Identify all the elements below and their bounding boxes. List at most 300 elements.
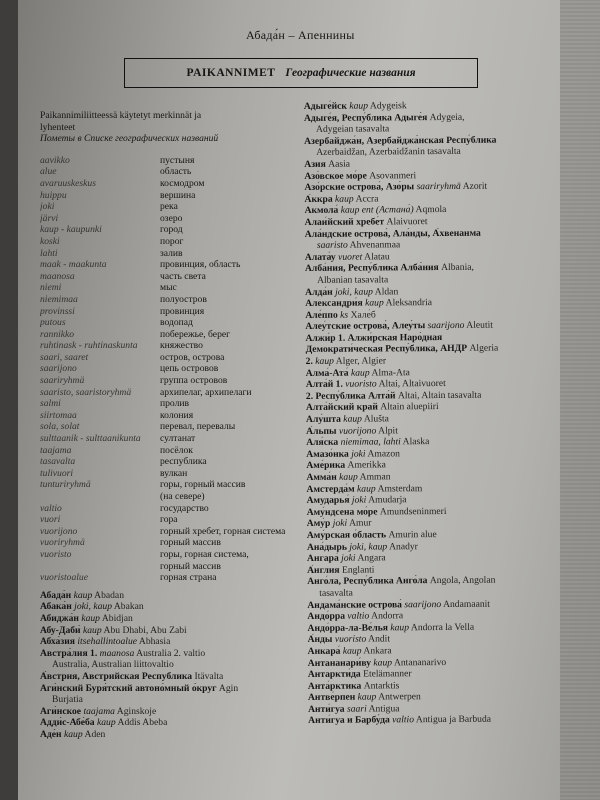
entry-translation: Amman [359, 471, 391, 483]
section-title-box [124, 58, 478, 88]
dictionary-entry [40, 717, 310, 729]
abbreviation-ru: княжество [160, 340, 203, 352]
abbreviation-fi: aavikko [40, 154, 70, 166]
dictionary-entry [308, 714, 580, 727]
abbreviation-ru: цепь островов [160, 363, 219, 375]
entry-headword: Алжи́р 1. Алжи́рская Наро́дная [305, 331, 443, 344]
entry-translation: Englanti [341, 564, 375, 576]
entry-headword: Амударья́ [306, 494, 350, 507]
abbreviation-ru: султанат [160, 433, 196, 445]
entry-marker: kaup [390, 621, 410, 634]
entry-translation: Angola, Angolan [429, 574, 496, 587]
abbreviation-fi: valtio [40, 502, 62, 514]
abbreviation-row [40, 294, 310, 306]
abbreviation-row [40, 178, 310, 190]
entry-translation: Adygeian tasavalta [315, 123, 390, 136]
entry-headword: Азо́вское мо́ре [304, 170, 367, 182]
abbreviation-row [40, 549, 310, 561]
entry-marker: taajama [83, 705, 115, 717]
abbreviation-row [40, 410, 310, 422]
abbreviation-ru: полуостров [160, 293, 207, 305]
entry-headword: Адди́с-Абе́ба [40, 717, 95, 729]
entry-headword: Анти́гуа и Барбу́да [308, 714, 390, 727]
entry-marker: joki [351, 448, 366, 460]
abbreviation-row [40, 329, 310, 341]
abbreviation-fi: saaristo, saaristoryhmä [40, 386, 132, 398]
entry-headword: Аги́нское [40, 705, 82, 717]
abbreviation-fi: ruhtinask - ruhtinaskunta [40, 340, 138, 352]
entry-headword: Анкара́ [307, 645, 341, 657]
entry-translation: Altai, Altaivuoret [378, 378, 446, 390]
entry-headword: А́ккра [304, 193, 333, 205]
entry-translation: Antwerpen [378, 691, 421, 703]
abbreviation-fi: salmi [40, 398, 61, 410]
entry-marker: vuorijono [338, 425, 377, 437]
abbreviation-row [40, 248, 310, 260]
abbreviation-row [40, 445, 310, 457]
entry-translation: Alma-Ata [371, 366, 410, 379]
dictionary-entry [40, 694, 310, 706]
abbreviation-row [40, 468, 310, 480]
abbreviation-fi: vuoriryhmä [40, 537, 85, 549]
entry-translation: Andorra [371, 610, 404, 622]
entry-translation: Amundseninmeri [379, 505, 447, 518]
abbreviation-ru: (на севере) [160, 491, 205, 502]
entry-translation: Angara [357, 552, 386, 564]
entry-headword: Анта́рктика [307, 680, 362, 692]
entry-headword: Алу́шта [306, 413, 341, 425]
dictionary-page [18, 0, 600, 800]
entry-headword: Абада́н [40, 589, 72, 601]
entry-translation: Alger, Algier [335, 355, 387, 367]
entry-marker: kaup [343, 413, 362, 425]
entry-translation: Adygeia, [429, 111, 465, 123]
abbreviation-ru: залив [160, 247, 183, 259]
entry-translation: Altain aluepiiri [380, 401, 439, 413]
abbreviation-fi: joki [40, 201, 55, 213]
entry-headword: Амстерда́м [306, 483, 355, 495]
entry-headword: Андо́рра [307, 610, 346, 623]
abbreviation-fi: kaup - kaupunki [40, 224, 102, 236]
left-column [40, 110, 310, 740]
entry-marker: kaup [349, 100, 369, 112]
abbreviation-fi: tulivuori [40, 467, 74, 479]
abbreviation-row [40, 306, 310, 318]
abbreviation-ru: побережье, берег [160, 328, 231, 340]
entry-headword: Алата́у [304, 251, 336, 263]
abbreviation-row [40, 190, 310, 202]
entry-headword: Анго́ла, Респу́блика Анго́ла [307, 575, 428, 588]
entry-translation: Aqmola [415, 204, 447, 216]
abbreviation-ru: часть света [160, 270, 206, 282]
entry-translation: Amudarja [368, 494, 407, 506]
abbreviation-ru: посёлок [160, 444, 193, 456]
entry-headword: Амазо́нка [306, 448, 349, 460]
entry-headword: Аги́нский Буря́тский автоно́мный о́круг [40, 682, 217, 694]
entry-headword: Аму́ндсена мо́ре [306, 506, 378, 518]
entry-translation: Aldan [374, 285, 399, 297]
entry-headword: Алда́н [305, 286, 333, 298]
entry-marker: saariryhmä [416, 181, 461, 193]
entry-translation: Aasia [328, 158, 351, 170]
entry-marker: joki [332, 518, 348, 530]
abbreviation-ru: город [160, 224, 183, 236]
entry-marker: saarijono [404, 598, 442, 610]
entry-headword: А́встрия, Австрийская Республика [40, 670, 193, 682]
abbreviation-fi: niemi [40, 282, 62, 294]
entry-translation: Andorra la Vella [410, 621, 475, 633]
abbreviation-fi: vuoristo [40, 548, 72, 560]
section-title-ru: Географические названия [285, 67, 416, 79]
entry-headword: Анти́гуа [308, 703, 345, 715]
intro-line: Пометы в Списке географических названий [40, 133, 219, 145]
entry-marker: saari [346, 703, 367, 715]
entry-translation: Alušta [363, 413, 389, 425]
entry-translation: tasavalta [319, 587, 353, 599]
entry-translation: Abakan [113, 601, 144, 613]
entry-translation: Хале́б [350, 309, 376, 321]
entry-marker: maanosa [99, 647, 135, 659]
entry-headword: Абу-Даби́ [40, 624, 81, 636]
abbreviation-ru: река [160, 201, 178, 213]
abbreviation-fi: saarijono [40, 363, 77, 375]
abbreviation-row [40, 352, 310, 364]
entry-translation: Alpit [378, 424, 398, 437]
entry-headword: Демократи́ческая Респу́блика, АНДР [305, 343, 468, 356]
abbreviation-fi: alue [40, 166, 57, 178]
entry-translation: Australia 2. valtio [136, 647, 206, 659]
entry-marker: vuoristo [345, 378, 377, 390]
entry-marker: vuoret [338, 251, 363, 263]
entry-headword: 2. Респу́блика Алта́й [305, 390, 396, 402]
entry-translation: Adygeisk [369, 100, 407, 112]
dictionary-entry [40, 601, 310, 613]
abbreviation-ru: вулкан [160, 467, 188, 479]
abbreviation-row [40, 398, 310, 410]
abbreviation-fi: sola, solat [40, 421, 80, 433]
entry-marker: joki, kaup [335, 285, 373, 298]
entry-translation: Amsterdam [377, 482, 423, 495]
entry-translation: Abhasia [138, 636, 171, 648]
abbreviation-row [40, 271, 310, 283]
entry-headword: Аля́ска [306, 436, 339, 449]
abbreviation-ru: гора [160, 514, 178, 526]
abbreviation-ru: область [160, 166, 192, 178]
abbreviation-fi: provinssi [40, 305, 75, 317]
entry-translation: Ahvenanmaa [349, 239, 401, 251]
abbreviation-row [40, 201, 310, 213]
abbreviation-row [40, 236, 310, 248]
abbreviation-row [40, 433, 310, 445]
abbreviation-row [40, 537, 310, 549]
entry-headword: Антаркти́да [307, 668, 361, 681]
abbreviation-row [40, 317, 310, 329]
entry-translation: Aginskoje [116, 705, 157, 717]
dictionary-entry [40, 636, 310, 648]
entry-list-left [40, 590, 310, 741]
entry-marker: kaup [339, 471, 358, 483]
abbreviation-fi: maanosa [40, 270, 75, 282]
entry-translation: Etelämanner [363, 668, 412, 680]
abbreviation-row [40, 456, 310, 468]
entry-translation: Antigua [368, 703, 400, 715]
abbreviation-fi: taajama [40, 444, 72, 456]
entry-marker: kaup [83, 624, 102, 636]
abbreviation-ru: порог [160, 235, 184, 247]
entry-marker: joki [351, 494, 367, 506]
abbreviation-fi: vuorijono [40, 525, 78, 537]
abbreviation-fi: huippu [40, 189, 67, 201]
entry-translation: Aleksandria [385, 297, 433, 309]
entry-translation: Antarktis [363, 679, 400, 692]
abbreviation-fi: tunturiryhmä [40, 479, 91, 491]
entry-headword: Абха́зия [40, 636, 75, 648]
abbreviation-row [40, 526, 310, 538]
abbreviation-ru: колония [160, 409, 194, 421]
abbreviation-ru: группа островов [160, 375, 228, 387]
entry-headword: Алеу́тские острова́, Алеу́ты [305, 320, 426, 333]
abbreviation-row [40, 572, 310, 584]
abbreviation-fi: avaruuskeskus [40, 177, 96, 189]
abbreviation-row [40, 363, 310, 375]
entry-marker: valtio [347, 610, 370, 622]
entry-headword: Азия [304, 158, 326, 170]
abbreviation-ru: провинция [160, 305, 205, 317]
entry-marker: kaup [334, 193, 354, 205]
entry-translation: Algeria [469, 343, 499, 355]
entry-headword: Ана́дырь [306, 541, 347, 553]
entry-translation: Asovanmeri [369, 169, 417, 182]
entry-translation: Alaivuoret [386, 216, 428, 228]
abbreviation-row [40, 421, 310, 433]
entry-translation: Antananarivo [393, 656, 447, 668]
abbreviation-row [40, 479, 310, 491]
entry-translation: Australia, Australian liittovaltio [52, 659, 174, 671]
abbreviation-fi: koski [40, 235, 60, 247]
entry-marker: saaristo [316, 239, 348, 251]
entry-translation: Andit [368, 633, 391, 645]
entry-headword: Австра́лия 1. [40, 647, 98, 659]
entry-headword: Аму́р [306, 518, 331, 530]
entry-headword: Андо́рра-ла-Ве́лья [307, 622, 388, 634]
entry-headword: А́нды [307, 634, 333, 646]
entry-headword: Аму́рская о́бласть [306, 529, 387, 541]
entry-translation: Abu Dhabi, Abu Zabi [103, 624, 187, 636]
abbreviation-ru: горы, горный массив [160, 479, 246, 491]
entry-headword: Але́ппо [305, 309, 338, 321]
entry-headword: А́льпы [306, 425, 337, 437]
entry-headword: Адыге́йск [303, 100, 347, 112]
entry-marker: kaup ent (Астана́) [340, 204, 414, 217]
abbreviation-fi: saariryhmä [40, 375, 85, 387]
entry-translation: Addis Abeba [117, 717, 168, 729]
abbreviation-ru: горный массив [160, 560, 221, 572]
entry-translation: Amazon [367, 448, 401, 460]
entry-headword: Адыге́я, Респу́блика Адыге́я [303, 111, 428, 124]
abbreviation-ru: водопад [160, 317, 193, 329]
intro-line: Paikannimiliitteessä käytetyt merkinnät ja [40, 110, 202, 121]
abbreviation-ru: космодром [160, 177, 205, 189]
entry-translation: Agin [218, 682, 239, 694]
abbreviation-fi [40, 561, 160, 573]
entry-headword: Аде́н [40, 728, 62, 740]
abbreviation-ru: перевал, перевалы [160, 421, 236, 433]
entry-marker: niemimaa, lahti [340, 436, 401, 448]
entry-translation: Ankara [363, 645, 392, 657]
entry-marker: kaup [342, 645, 362, 657]
intro-line: lyhenteet [40, 121, 76, 133]
entry-marker: kaup [73, 589, 93, 601]
entry-headword: Амма́н [306, 471, 337, 483]
abbreviation-list [40, 155, 310, 584]
abbreviation-fi: rannikko [40, 328, 75, 340]
entry-translation: Amurin alue [388, 529, 437, 541]
entry-marker: kaup [96, 717, 116, 729]
entry-marker: joki [341, 552, 356, 564]
entry-headword: Антве́рпен [307, 691, 356, 704]
entry-marker: vuoristo [334, 633, 367, 646]
dictionary-entry [40, 683, 310, 695]
entry-headword: А́нглия [307, 564, 340, 576]
abbreviation-ru: горный массив [160, 537, 221, 549]
abbreviation-fi: niemimaa [40, 293, 78, 305]
abbreviation-row [40, 155, 310, 167]
entry-headword: Андама́нские острова́ [307, 598, 403, 611]
running-head: Абада́н – Апеннины [246, 28, 355, 42]
abbreviation-ru: республика [160, 456, 207, 468]
entry-translation: Amur [349, 517, 372, 530]
abbreviation-row [40, 375, 310, 387]
entry-marker: itsehallintoalue [77, 636, 138, 648]
abbreviation-row [40, 213, 310, 225]
abbreviation-fi: siirtomaa [40, 409, 77, 421]
abbreviation-fi: tasavalta [40, 456, 76, 468]
entry-translation: Aden [84, 728, 106, 740]
entry-marker: kaup [315, 355, 334, 367]
dictionary-entry [40, 671, 310, 683]
entry-translation: Andamaanit [443, 598, 490, 610]
abbreviation-row [40, 224, 310, 236]
entry-headword: Акмола́ [304, 205, 339, 217]
entry-translation: Albanian tasavalta [317, 274, 389, 286]
entry-translation: Itävalta [194, 670, 224, 682]
abbreviation-fi: vuori [40, 514, 61, 526]
dictionary-entry [40, 625, 310, 637]
entry-headword: Александри́я [305, 297, 363, 310]
entry-translation: Antigua ja Barbuda [415, 714, 492, 726]
entry-headword: Азо́рские острова́, Азо́ры [304, 181, 415, 194]
entry-translation: Aleutit [466, 319, 493, 332]
entry-headword: Алаи́йский хребе́т [304, 216, 385, 228]
dictionary-entry [40, 613, 310, 625]
entry-headword: Антананари́ву [307, 657, 372, 669]
entry-marker: joki, kaup [74, 601, 112, 613]
entry-translation: Azerbaidžan, Azerbaidžanin tasavalta [316, 146, 461, 159]
abbreviation-row [40, 166, 310, 178]
dictionary-entry [40, 706, 310, 718]
abbreviation-row [40, 387, 310, 399]
abbreviation-row [40, 514, 310, 526]
abbreviation-ru: горный хребет, горная система [160, 525, 286, 537]
entry-translation: Alatau [364, 251, 390, 263]
entry-marker: kaup [63, 728, 83, 740]
abbreviation-ru: горная страна [160, 572, 217, 584]
entry-translation: Anadyr [389, 540, 418, 552]
entry-translation: Burjatia [52, 694, 83, 706]
abbreviation-row [40, 259, 310, 271]
abbreviation-ru: провинция, область [160, 259, 241, 271]
entry-translation: Albania, [441, 262, 474, 274]
entry-marker: kaup [365, 297, 384, 309]
abbreviation-ru: озеро [160, 212, 183, 224]
entry-list-right [304, 99, 580, 727]
abbreviation-ru: архипелаг, архипелаги [160, 386, 252, 398]
section-title-fi: PAIKANNIMET [186, 67, 276, 79]
entry-translation: Alaska [402, 436, 430, 448]
entry-headword: Ангара́ [306, 552, 339, 565]
entry-headword: 2. [305, 355, 313, 368]
abbreviation-fi: järvi [40, 212, 59, 224]
entry-marker: saarijono [427, 320, 465, 332]
entry-translation: Amerikka [347, 459, 386, 472]
abbreviation-ru: пустыня [160, 154, 195, 166]
abbreviation-row [40, 503, 310, 515]
entry-headword: Аме́рика [306, 460, 346, 472]
abbreviation-row [40, 561, 310, 573]
abbreviation-ru: вершина [160, 189, 196, 201]
entry-marker: ks [340, 309, 349, 321]
abbreviation-fi: vuoristoalue [40, 572, 88, 584]
abbreviation-fi: saari, saaret [40, 351, 89, 363]
abbreviation-fi: sulttaanik - sulttaanikunta [40, 433, 141, 445]
entry-headword: Алта́й 1. [305, 378, 343, 391]
abbreviation-fi: lahti [40, 247, 58, 259]
abbreviation-row [40, 282, 310, 294]
abbreviation-ru: пролив [160, 398, 190, 410]
entry-headword: Алта́йский край [305, 401, 378, 414]
abbreviation-ru: государство [160, 502, 209, 514]
entry-headword: Абака́н [40, 601, 72, 613]
entry-headword: Абиджа́н [40, 612, 79, 624]
abbreviation-fi: putous [40, 317, 66, 329]
entry-translation: Abadan [94, 589, 124, 601]
abbreviation-ru: остров, острова [160, 351, 225, 363]
abbreviation-fi [40, 491, 160, 503]
entry-translation: Accra [355, 193, 379, 205]
entry-marker: kaup [357, 691, 377, 703]
entry-marker: kaup [350, 367, 370, 379]
entry-marker: kaup [356, 483, 376, 495]
abbreviation-row [40, 340, 310, 352]
entry-headword: Алма́-Ата́ [305, 367, 349, 379]
entry-headword: Азербайджа́н, Азербайджа́нская Респу́блика [304, 134, 497, 147]
dictionary-entry [40, 648, 310, 660]
entry-marker: joki, kaup [349, 540, 388, 553]
entry-headword: Алба́ния, Респу́блика Алба́ния [304, 262, 439, 275]
entry-translation: Altai, Altain tasavalta [397, 389, 482, 402]
abbreviation-intro [40, 110, 310, 145]
abbreviation-ru: горы, горная система, [160, 548, 249, 560]
dictionary-entry [40, 659, 310, 671]
dictionary-entry [40, 590, 310, 602]
entry-marker: kaup [373, 656, 393, 668]
entry-marker: kaup [81, 612, 100, 624]
dictionary-entry [40, 729, 310, 741]
abbreviation-ru: мыс [160, 282, 177, 294]
abbreviation-fi: maak - maakunta [40, 259, 107, 271]
entry-headword: Ала́ндские острова́, Ала́нды, А́хвенанма [304, 227, 481, 240]
abbreviation-row [40, 491, 310, 503]
